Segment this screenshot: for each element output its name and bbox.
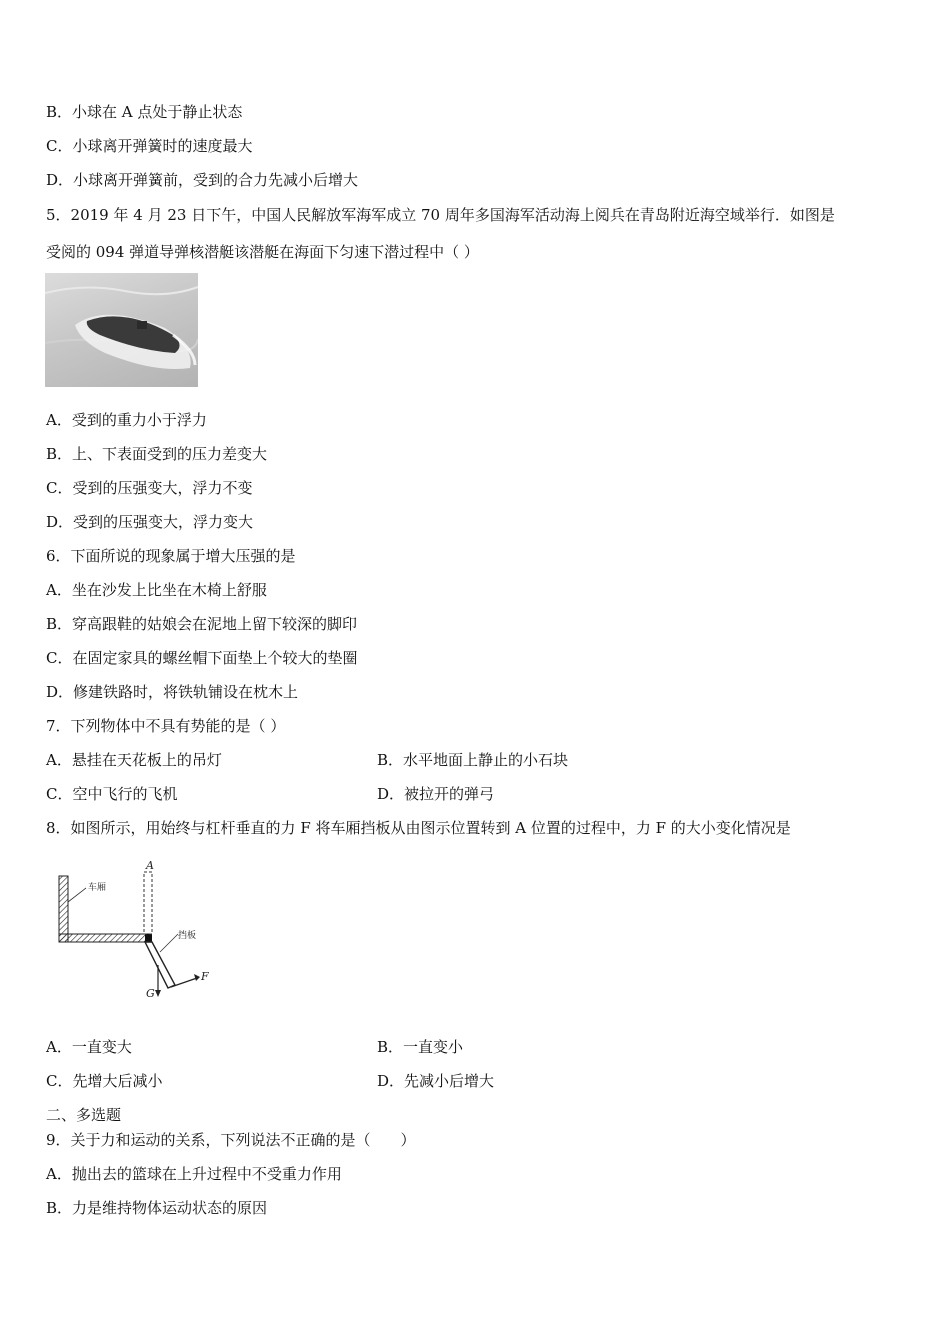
q5-stem-line2: 受阅的 094 弹道导弹核潜艇该潜艇在海面下匀速下潜过程中（ ） [46,243,479,261]
q6-option-d: D．修建铁路时，将铁轨铺设在枕木上 [46,683,299,701]
q8-option-b: B．一直变小 [377,1038,464,1056]
lever-diagram [50,860,230,1005]
submarine-photo [45,273,198,387]
q4-option-c: C．小球离开弹簧时的速度最大 [46,137,253,155]
q6-option-a: A．坐在沙发上比坐在木椅上舒服 [46,581,267,599]
q9-option-b: B．力是维持物体运动状态的原因 [46,1199,268,1217]
q5-stem-line1: 5．2019 年 4 月 23 日下午，中国人民解放军海军成立 70 周年多国海军活动海上阅兵在青岛附近海空域举行．如图是 [46,206,835,224]
q5-option-b: B．上、下表面受到的压力差变大 [46,445,268,463]
q7-stem: 7．下列物体中不具有势能的是（ ） [46,717,286,735]
label-f: F [201,970,209,983]
label-board: 挡板 [178,931,197,941]
q6-option-c: C．在固定家具的螺丝帽下面垫上个较大的垫圈 [46,649,358,667]
q7-option-d: D．被拉开的弹弓 [377,785,495,803]
q8-option-a: A．一直变大 [46,1038,132,1056]
q8-option-d: D．先减小后增大 [377,1072,495,1090]
q7-option-b: B．水平地面上静止的小石块 [377,751,569,769]
q5-option-a: A．受到的重力小于浮力 [46,411,207,429]
q4-option-b: B．小球在 A 点处于静止状态 [46,103,243,121]
q8-stem: 8．如图所示，用始终与杠杆垂直的力 F 将车厢挡板从由图示位置转到 A 位置的过程中，力 F 的大小变化情况是 [46,819,791,837]
q6-option-b: B．穿高跟鞋的姑娘会在泥地上留下较深的脚印 [46,615,358,633]
q7-option-c: C．空中飞行的飞机 [46,785,178,803]
label-carriage: 车厢 [88,883,107,893]
label-a: A [146,860,154,872]
q8-option-c: C．先增大后减小 [46,1072,163,1090]
q9-stem: 9．关于力和运动的关系，下列说法不正确的是（ ） [46,1131,416,1149]
q5-option-c: C．受到的压强变大，浮力不变 [46,479,253,497]
q5-option-d: D．受到的压强变大，浮力变大 [46,513,254,531]
q6-stem: 6．下面所说的现象属于增大压强的是 [46,547,296,565]
q7-option-a: A．悬挂在天花板上的吊灯 [46,751,222,769]
q9-option-a: A．抛出去的篮球在上升过程中不受重力作用 [46,1165,342,1183]
section2-title: 二、多选题 [46,1106,122,1124]
q4-option-d: D．小球离开弹簧前，受到的合力先减小后增大 [46,171,359,189]
label-g: G [146,987,155,1000]
